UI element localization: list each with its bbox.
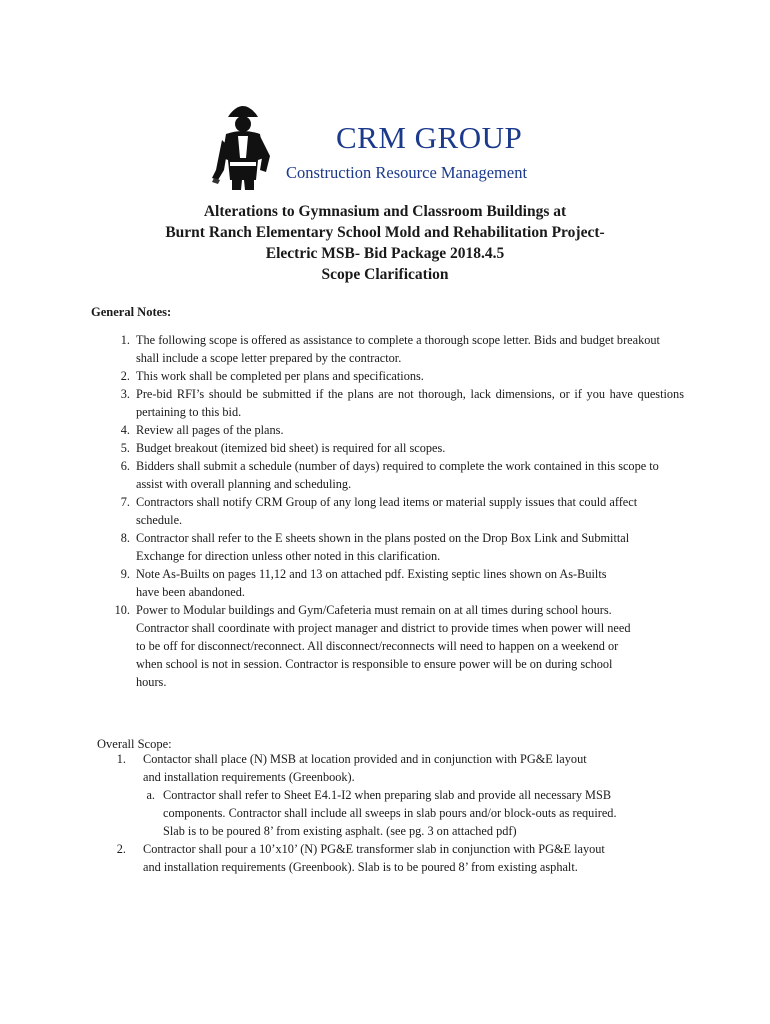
list-item: 10. Power to Modular buildings and Gym/Cafeteria must remain on at all times during school hours. Contractor shall coordinate with project manager and district to provide times when power will need to be off for disconnect/reconnect. All disconnect/reconnects will need to happen on a weekend or when school is not in session. Contractor is responsible to ensure power will be on during school hours. xyxy=(114,603,631,689)
list-item: 1. The following scope is offered as assistance to complete a thorough scope letter. Bids and budget breakout shall include a scope letter prepared by the contractor. xyxy=(120,333,660,365)
list-item: 4. Review all pages of the plans. xyxy=(120,423,284,437)
list-item: 8. Contractor shall refer to the E sheets shown in the plans posted on the Drop Box Link and Submittal Exchange for direction unless other noted in this clarification. xyxy=(120,531,630,563)
construction-worker-icon xyxy=(208,100,278,190)
list-item: 2. Contractor shall pour a 10’x10’ (N) PG&E transformer slab in conjunction with PG&E layout and installation requirements (Greenbook). Slab is to be poured 8’ from existing asphalt. xyxy=(116,842,605,874)
list-item: 2. This work shall be completed per plans and specifications. xyxy=(120,369,424,383)
company-logo xyxy=(208,100,568,190)
title-line: Scope Clarification xyxy=(321,266,449,283)
general-notes-heading: General Notes: xyxy=(91,305,172,319)
title-line: Electric MSB- Bid Package 2018.4.5 xyxy=(265,245,505,262)
sub-list-item: a. Contractor shall refer to Sheet E4.1-I2 when preparing slab and provide all necessary MSB components. Contractor shall include all sweeps in slab pours and/or block-outs as required. Slab is to be poured 8’ from existing asphalt. (see pg. 3 on attached pdf) xyxy=(146,788,617,838)
list-item: 3. Pre-bid RFI’s should be submitted if the plans are not thorough, lack dimensions, or if you have questions pertaining to this bid. xyxy=(120,387,684,419)
list-item: 1. Contactor shall place (N) MSB at location provided and in conjunction with PG&E layout and installation requirements (Greenbook). a. Contractor shall refer to Sheet E4.1-I2 when preparing slab and provide all necessary MSB components. Contractor shall include all sweeps in slab pours and/or block-outs as required. Slab is to be poured 8’ from existing asphalt. (see pg. 3 on attached pdf) xyxy=(114,750,634,840)
overall-scope-heading: Overall Scope: xyxy=(97,737,172,751)
title-line: Alterations to Gymnasium and Classroom Buildings at xyxy=(203,203,567,220)
list-item: 6. Bidders shall submit a schedule (number of days) required to complete the work contained in this scope to assist with overall planning and scheduling. xyxy=(120,459,659,491)
general-notes-list xyxy=(108,331,688,691)
document-title xyxy=(0,201,770,285)
title-line: Burnt Ranch Elementary School Mold and Rehabilitation Project- xyxy=(165,224,605,241)
list-item: 5. Budget breakout (itemized bid sheet) is required for all scopes. xyxy=(120,441,446,455)
list-item: 9. Note As-Builts on pages 11,12 and 13 on attached pdf. Existing septic lines shown on As-Builts have been abandoned. xyxy=(120,567,607,599)
overall-scope-list xyxy=(114,750,634,876)
list-item: 7. Contractors shall notify CRM Group of any long lead items or material supply issues that could affect schedule. xyxy=(120,495,638,527)
company-tagline: Construction Resource Management xyxy=(286,163,528,182)
company-name: CRM GROUP xyxy=(336,120,523,155)
